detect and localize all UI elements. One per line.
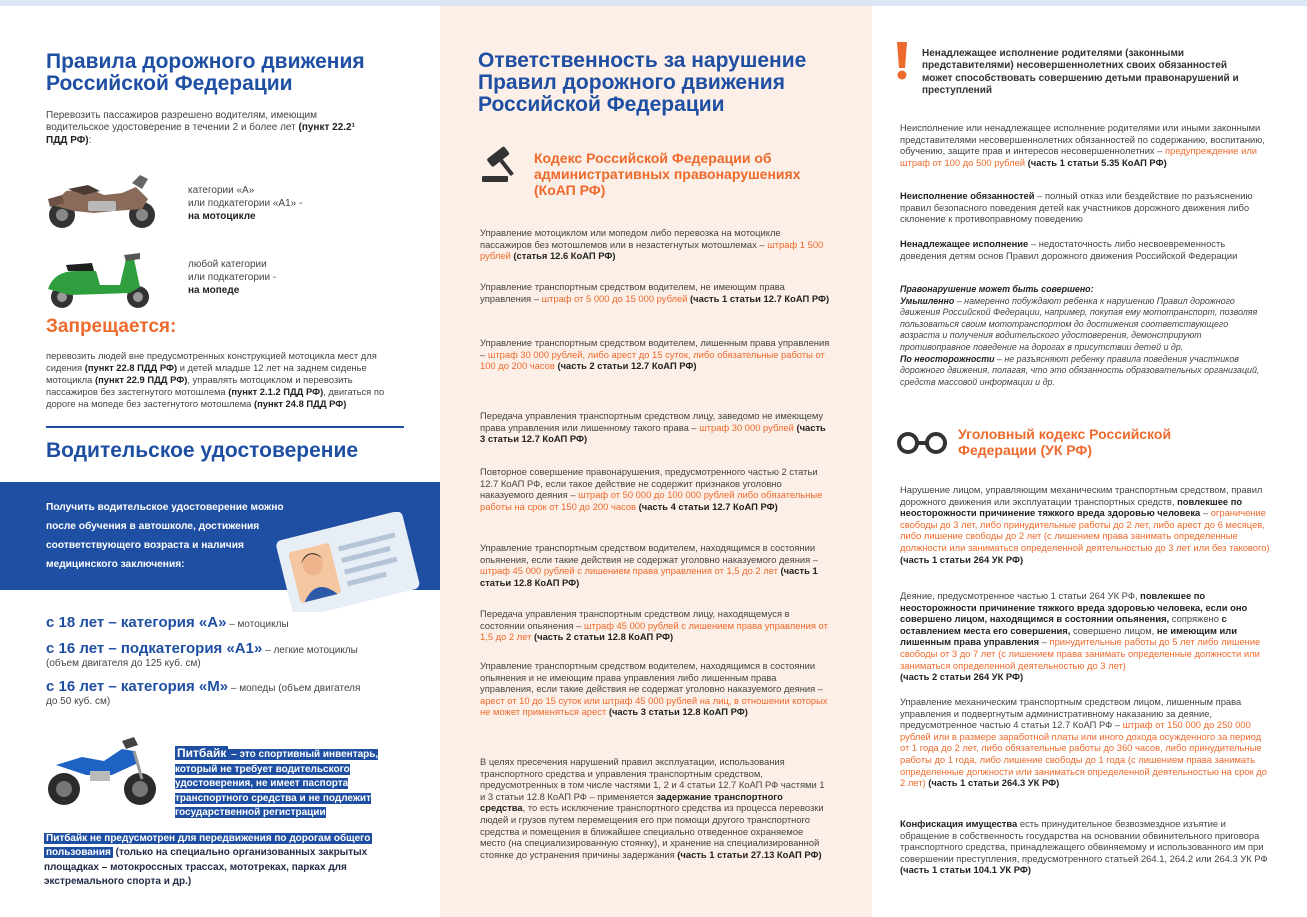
- moped-caption-line1: любой категории: [188, 259, 267, 270]
- koap-item-ref: (часть 1 статьи 12.7 КоАП РФ): [687, 292, 830, 304]
- koap-item-text: Передача управления транспортным средством лицу, находящемуся в состоянии опьянения –: [480, 608, 790, 631]
- uk-p4-key: Конфискация имущества: [900, 818, 1018, 829]
- koap-item: [480, 542, 830, 588]
- uk-p3: [900, 696, 1270, 789]
- forbidden-text-2: и детей младше 12 лет на заднем сиденье мотоцикла: [46, 361, 367, 385]
- uk-p2-key3: не имеющим или лишенным права управления: [900, 624, 1237, 648]
- handcuffs-icon: [896, 431, 948, 455]
- exclamation-icon: [894, 42, 910, 82]
- license-title: Водительское удостоверение: [46, 439, 359, 462]
- age-a-head: с 18 лет – категория «А»: [46, 614, 227, 631]
- koap-item-ref: (часть 1 статьи 12.8 КоАП РФ): [480, 565, 818, 588]
- parents-p4-key2: По неосторожности: [900, 353, 995, 364]
- uk-p1-text: Нарушение лицом, управляющим механическим транспортным средством, правил дорожного движения или эксплуатации транспортных средств,: [900, 484, 1263, 507]
- age-m-head: с 16 лет – категория «М»: [46, 678, 229, 695]
- uk-p2-dash: –: [1039, 636, 1050, 648]
- rules-title: Правила дорожного движения Российской Федерации: [46, 50, 365, 95]
- koap-item: [480, 466, 830, 512]
- koap-item-penalty: штраф от 5 000 до 15 000 рублей: [541, 292, 688, 304]
- koap-item-ref: (статья 12.6 КоАП РФ): [510, 250, 616, 262]
- koap-item-ref: (часть 3 статьи 12.7 КоАП РФ): [480, 421, 826, 445]
- uk-p1-penalty: ограничение свободы до 3 лет, либо принудительные работы до 2 лет, либо арест до 6 месяцев, либо лишение свободы до 2 лет (с лишением права занимать определенные должности или заниматься определенной деятельностью до 3 лет или без такового): [900, 507, 1270, 553]
- koap-item: [480, 281, 830, 304]
- uk-p2-penalty: принудительные работы до 5 лет либо лишение свободы от 3 до 7 лет (с лишением права занимать определенные должности или заниматься определенной деятельностью до 3 лет): [900, 636, 1261, 671]
- motorcycle-icon: [44, 169, 162, 231]
- divider: [46, 426, 404, 428]
- forbidden-paragraph: [46, 350, 406, 410]
- koap-item-penalty: арест от 10 до 15 суток или штраф 45 000 рублей на лиц, в отношении которых не может применяться арест: [480, 694, 828, 718]
- forbidden-ref-1: (пункт 22.8 ПДД РФ): [84, 361, 178, 373]
- pitbike-bottom-line1: Питбайк не предусмотрен для передвижения по дорогам общего: [46, 833, 371, 844]
- pitbike-bottom-line3: (только на специально организованных закрытых площадках – мотокроссных трассах, мототреках, парках для экстремального спорта и др.): [44, 847, 368, 888]
- detention-text-1: В целях пресечения нарушений правил эксплуатации, использования транспортного средства и управления транспортным средством, предусмотренных в том числе частями 1, 2 и 4 статьи 12.7 КоАП РФ частями 1 и 3 статьи 12.8 КоАП РФ – применяется: [480, 756, 825, 802]
- koap-title: Кодекс Российской Федерации об административных правонарушениях (КоАП РФ): [534, 150, 801, 198]
- uk-p2-text: Деяние, предусмотренное частью 1 статьи 264 УК РФ,: [900, 590, 1141, 601]
- moped-caption-line2: или подкатегории -: [188, 272, 277, 283]
- koap-item: [480, 410, 830, 445]
- parents-p2-text: – полный отказ или бездействие по разъяснению правил безопасного поведения детей как участников дорожного движения либо склонение к противоправному поведению: [900, 190, 1253, 225]
- moped-icon: [40, 249, 162, 311]
- age-a1-note: (объем двигателя до 125 куб. см): [46, 658, 201, 669]
- age-a1-tail: – легкие мотоциклы: [262, 645, 358, 656]
- warning-text: Ненадлежащее исполнение родителями (законными представителями) несовершеннолетних своих обязанностей может способствовать совершению детьми правонарушений и преступлений: [922, 48, 1239, 97]
- uk-p2-key: повлекшее по неосторожности причинение тяжкого вреда здоровью человека, если оно совершено лицом, находящимся в состоянии опьянения,: [900, 590, 1248, 625]
- pitbike-bottom: [44, 832, 416, 890]
- detention-ref: (часть 1 статьи 27.13 КоАП РФ): [674, 848, 822, 860]
- parents-p3-key: Ненадлежащее исполнение: [900, 238, 1029, 249]
- moto-caption-line1: категории «А»: [188, 185, 255, 196]
- parents-p3-text: – недостаточность либо несвоевременность доведения детям основ Правил дорожного движения Российской Федерации: [900, 238, 1238, 261]
- parents-p4-text2: – не разъясняют ребенку правила поведения участников дорожного движения, полагая, что это обязанность образовательных организаций, средств массовой информации и др.: [900, 353, 1260, 387]
- license-box-text: Получить водительское удостоверение можно после обучения в автошколе, достижения соответствующего возраста и наличия медицинского заключения:: [46, 502, 284, 570]
- koap-item-ref: (часть 3 статьи 12.8 КоАП РФ): [606, 706, 748, 718]
- age-a-tail: – мотоциклы: [226, 619, 289, 630]
- intro-paragraph: [46, 110, 366, 147]
- parents-p2: [900, 190, 1270, 225]
- moto-caption: [188, 184, 388, 223]
- koap-item-text: Повторное совершение правонарушения, предусмотренного частью 2 статьи 12.7 КоАП РФ, если такое действие не содержит признаков уголовно наказуемого деяния –: [480, 466, 818, 501]
- uk-p3-text: Управление механическим транспортным средством лицом, лишенным права управления и подвергнутым административному наказанию за деяние, предусмотренное частью 4 статьи 12.7 КоАП РФ –: [900, 696, 1242, 731]
- pitbike-icon: [42, 735, 162, 809]
- parents-p4-key1: Умышленно: [900, 295, 955, 306]
- uk-p1: [900, 484, 1270, 565]
- parents-p3: [900, 238, 1270, 261]
- moto-caption-line3: на мотоцикле: [188, 211, 256, 222]
- koap-item-text: Управление транспортным средством водителем, лишенным права управления –: [480, 337, 830, 360]
- koap-item-penalty: штраф 45 000 рублей с лишением права управления от 1,5 до 2 лет: [480, 619, 828, 643]
- uk-p3-ref: (часть 1 статьи 264.3 УК РФ): [925, 777, 1060, 789]
- forbidden-ref-2: (пункт 22.9 ПДД РФ): [94, 373, 188, 385]
- koap-item: [480, 227, 830, 262]
- forbidden-text-3: , управлять мотоциклом и перевозить пассажиров без застегнутого мотошлема: [46, 373, 353, 397]
- pitbike-bottom-line2: пользования: [46, 847, 111, 859]
- koap-item-ref: (часть 4 статьи 12.7 КоАП РФ): [636, 500, 778, 512]
- intro-ref: (пункт 22.2¹ ПДД РФ): [46, 122, 355, 146]
- koap-item: [480, 337, 830, 372]
- forbidden-text-4: , двигаться по дороге на мопеде без застегнутого мотошлема: [46, 385, 385, 409]
- uk-title: Уголовный кодекс Российской Федерации (УК РФ): [958, 426, 1172, 458]
- parents-p1: [900, 122, 1270, 168]
- moped-caption-line3: на мопеде: [188, 285, 240, 296]
- license-box: [0, 482, 440, 590]
- koap-item-text: Управление транспортным средством водителем, находящимся в состоянии опьянения и не имеющим права управления либо лишенным права управления, если такие действия не содержат уголовно наказуемого деяния –: [480, 660, 824, 695]
- koap-item-penalty: штраф 45 000 рублей с лишением права управления от 1,5 до 2 лет: [480, 565, 778, 577]
- uk-p2-text3: совершено лицом,: [1070, 624, 1157, 636]
- uk-p2: [900, 590, 1270, 683]
- id-card-icon: [262, 512, 422, 612]
- parents-p4-text1: – намеренно побуждают ребенка к нарушению Правил дорожного движения Российской Федерации, например, покупая ему мототранспорт, позволяя пользоваться своим мототранспортом до достижения соответствующего возраста и получения водительского удостоверения, демонстрируют противоправное поведение на дорогах в присутствии детей и др.: [900, 295, 1258, 352]
- koap-item-ref: (часть 2 статьи 12.8 КоАП РФ): [531, 631, 674, 643]
- intro-text: Перевозить пассажиров разрешено водителям, имеющим водительское удостоверение в течении 2 и более лет: [46, 110, 318, 134]
- koap-item-ref: (часть 2 статьи 12.7 КоАП РФ): [554, 360, 697, 372]
- uk-p2-key2: с оставлением места его совершения,: [900, 613, 1227, 636]
- column-parents: [872, 6, 1307, 917]
- pitbike-description: [175, 746, 405, 821]
- koap-item-penalty: штраф 30 000 рублей: [699, 421, 794, 433]
- koap-item-text: Передача управления транспортным средством лицу, заведомо не имеющему права управления или лишенному такого права –: [480, 410, 824, 433]
- koap-item-text: Управление мотоциклом или мопедом либо перевозка на мотоцикле пассажиров без мотошлемов или в незастегнутых мотошлемах –: [480, 227, 781, 250]
- koap-item-penalty: штраф 30 000 рублей, либо арест до 15 суток, либо обязательные работы от 100 до 200 часов: [480, 348, 825, 372]
- intro-colon: :: [88, 134, 92, 146]
- detention-key: задержание транспортного средства: [480, 790, 783, 814]
- parents-p1-ref: (часть 1 статьи 5.35 КоАП РФ): [1025, 156, 1167, 168]
- age-a1: [46, 640, 358, 669]
- uk-p1-dash: –: [1200, 507, 1211, 519]
- parents-p2-key: Неисполнение обязанностей: [900, 190, 1035, 201]
- uk-p2-ref: (часть 2 статьи 264 УК РФ): [900, 671, 1024, 683]
- uk-p4-ref: (часть 1 статьи 104.1 УК РФ): [900, 864, 1031, 876]
- liability-title: Ответственность за нарушение Правил дорожного движения Российской Федерации: [478, 49, 807, 116]
- column-liability: [440, 6, 872, 917]
- koap-item-penalty: штраф от 50 000 до 100 000 рублей либо обязательные работы на срок от 150 до 200 часов: [480, 489, 823, 512]
- age-a1-head: с 16 лет – подкатегория «А1»: [46, 640, 263, 657]
- detention-text-2: , то есть исключение транспортного средства из процесса перевозки людей и грузов путем перемещения его при помощи другого транспортного средства и помещения в ближайшее специально отведенное охраняемое место (на специализированную стоянку), и хранение на специализированной стоянке до устранения причины задержания: [480, 802, 824, 860]
- koap-item-text: Управление транспортным средством водителем, находящимся в состоянии опьянения, если такие действия не содержат уголовно наказуемого деяния –: [480, 542, 819, 565]
- koap-item: [480, 660, 830, 718]
- age-a: [46, 614, 289, 631]
- pitbike-head: Питбайк: [177, 746, 227, 760]
- vehicle-detention-text: [480, 756, 830, 860]
- uk-p3-penalty: штраф от 150 000 до 250 000 рублей или в размере заработной платы или иного дохода осужденного за период от 1 года до 2 лет, либо обязательные работы до 360 часов, либо принудительные работы до 1 года, либо лишение свободы до 1 года (с лишением права занимать определенные должности или заниматься определенной деятельностью на срок до 2 лет): [900, 719, 1267, 789]
- pitbike-text: – это спортивный инвентарь, который не требует водительского удостоверения, не имеет паспорта транспортного средства и не подлежит государственной регистрации: [175, 749, 379, 819]
- koap-item-text: Управление транспортным средством водителем, не имеющим права управления –: [480, 281, 785, 304]
- forbidden-text-1: перевозить людей вне предусмотренных конструкцией мотоцикла мест для сидения: [46, 350, 377, 373]
- parents-p4: [900, 284, 1270, 388]
- moto-caption-line2: или подкатегории «А1» -: [188, 198, 303, 209]
- moped-caption: [188, 258, 388, 297]
- uk-p4: [900, 818, 1270, 876]
- forbidden-title: Запрещается:: [46, 316, 177, 337]
- uk-p2-text2: сопряжено: [1169, 613, 1222, 625]
- age-m-note: до 50 куб. см): [46, 696, 111, 707]
- uk-p4-text: есть принудительное безвозмездное изъятие и обращение в собственность государства на основании обвинительного приговора транспортного средства, принадлежащего обвиняемому и использованного им при совершении преступления, предусмотренного статьей 264.1, 264.2 или 264.3 УК РФ: [900, 818, 1268, 864]
- koap-item-penalty: штраф 1 500 рублей: [480, 238, 824, 262]
- uk-p1-key: повлекшее по неосторожности причинение тяжкого вреда здоровью человека: [900, 495, 1243, 519]
- column-rules: [0, 6, 440, 917]
- parents-p1-text: Неисполнение или ненадлежащее исполнение родителями или иными законными представителями несовершеннолетних обязанностей по содержанию, воспитанию, обучению, защите прав и интересов несовершеннолетних –: [900, 122, 1265, 157]
- age-m-tail: – мопеды (объем двигателя: [228, 683, 361, 694]
- gavel-icon: [480, 144, 524, 184]
- koap-item: [480, 608, 830, 643]
- uk-p1-ref: (часть 1 статьи 264 УК РФ): [900, 553, 1024, 565]
- parents-p1-fine: предупреждение или штраф от 100 до 500 рублей: [900, 145, 1258, 168]
- parents-p4-head: Правонарушение может быть совершено:: [900, 284, 1094, 294]
- forbidden-ref-3: (пункт 2.1.2 ПДД РФ): [228, 385, 324, 397]
- forbidden-ref-4: (пункт 24.8 ПДД РФ): [254, 397, 347, 409]
- age-m: [46, 678, 360, 707]
